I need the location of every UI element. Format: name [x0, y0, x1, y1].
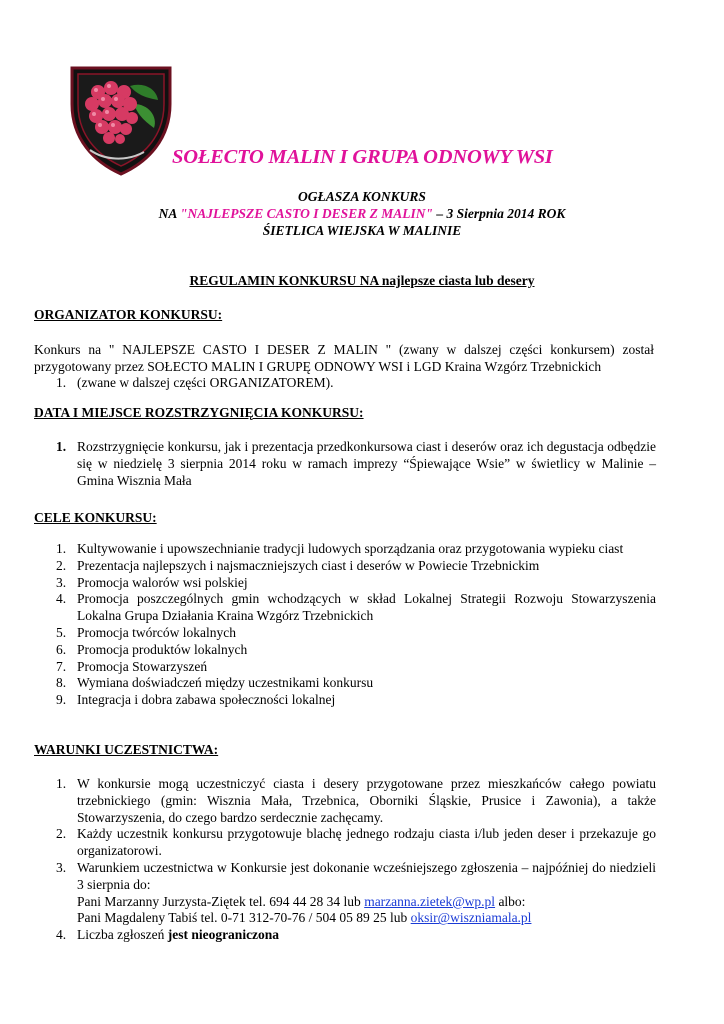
announce-line: OGŁASZA KONKURS: [298, 189, 426, 204]
date-place-heading: DATA I MIEJSCE ROZSTRZYGNIĘCIA KONKURSU:: [34, 405, 364, 420]
list-number: 3.: [56, 574, 67, 590]
contest-prefix: NA: [158, 206, 181, 221]
list-number: 5.: [56, 624, 67, 640]
contest-line: [0, 206, 724, 222]
contact-1-text: Pani Marzanny Jurzysta-Ziętek tel. 694 44 28 34 lub: [77, 893, 365, 909]
main-title: SOŁECTO MALIN I GRUPA ODNOWY WSI: [172, 146, 553, 168]
list-item: [34, 439, 656, 489]
contact-2-email-link[interactable]: oksir@wiszniamala.pl: [410, 910, 532, 926]
list-number: 4.: [56, 927, 67, 943]
list-item: [34, 575, 656, 592]
list-item: [34, 642, 656, 659]
list-text: Każdy uczestnik konkursu przygotowuje blachę jednego rodzaju ciasta i/lub jeden deser i przekazuje go organizatorowi.: [77, 826, 656, 859]
list-item: [34, 541, 656, 558]
list-number: 2.: [56, 557, 67, 573]
venue-line: ŚIETLICA WIEJSKA W MALINIE: [262, 223, 462, 238]
date-place-list: [34, 439, 656, 489]
list-item: [34, 375, 656, 392]
list-number: 8.: [56, 675, 67, 691]
regulations-title: REGULAMIN KONKURSU NA najlepsze ciasta lub desery: [189, 273, 535, 288]
list-text: Promocja walorów wsi polskiej: [77, 574, 248, 590]
list-number: 1.: [56, 375, 67, 390]
list-text-bold: jest nieograniczona: [167, 927, 280, 943]
list-text: W konkursie mogą uczestniczyć ciasta i desery przygotowane przez mieszkańców całego powiatu trzebnickiego (gmin: Wisznia Mała, Trzebnica, Oborniki Śląskie, Prusice i Zawonia), a także Stowarzyszenia, do czego bardzo serdecznie zachęcamy.: [77, 776, 656, 825]
list-item: [34, 659, 656, 676]
list-text: Prezentacja najlepszych i najsmaczniejszych ciast i deserów w Powiecie Trzebnickim: [77, 557, 540, 573]
goals-list: [34, 541, 656, 709]
list-item: [34, 860, 656, 927]
list-number: 3.: [56, 859, 67, 875]
list-text: (zwane w dalszej części ORGANIZATOREM).: [77, 375, 334, 390]
list-number: 1.: [56, 439, 67, 454]
list-number: 2.: [56, 826, 67, 842]
list-number: 9.: [56, 692, 67, 708]
list-item: [34, 826, 656, 860]
contest-date: – 3 Sierpnia 2014 ROK: [432, 206, 566, 221]
list-item: [34, 927, 656, 944]
conditions-list: [34, 776, 656, 944]
list-number: 7.: [56, 658, 67, 674]
list-item: [34, 776, 656, 826]
organizer-heading: ORGANIZATOR KONKURSU:: [34, 307, 223, 322]
list-text: Promocja poszczególnych gmin wchodzących w skład Lokalnej Strategii Rozwoju Stowarzyszenia Lokalna Grupa Działania Kraina Wzgórz Trzebnickich: [77, 591, 656, 624]
goals-heading: CELE KONKURSU:: [34, 510, 157, 525]
list-text: Wymiana doświadczeń między uczestnikami konkursu: [77, 675, 374, 691]
list-text: Warunkiem uczestnictwa w Konkursie jest dokonanie wcześniejszego zgłoszenia – najpóźniej do niedzieli 3 sierpnia do:: [77, 859, 656, 892]
list-item: [34, 692, 656, 709]
contact-1-email-link[interactable]: marzanna.zietek@wp.pl: [364, 893, 496, 909]
list-item: [34, 591, 656, 625]
list-text: Promocja Stowarzyszeń: [77, 658, 208, 674]
contact-2-text: Pani Magdaleny Tabiś tel. 0-71 312-70-76 / 504 05 89 25 lub: [77, 910, 411, 926]
list-item: [34, 675, 656, 692]
list-text: Integracja i dobra zabawa społeczności lokalnej: [77, 692, 336, 708]
contest-name: "NAJLEPSZE CASTO I DESER Z MALIN": [180, 206, 433, 221]
list-text: Kultywowanie i upowszechnianie tradycji ludowych sporządzania oraz przygotowania wypieku ciast: [77, 541, 624, 556]
list-text: Promocja produktów lokalnych: [77, 641, 248, 657]
list-text: Rozstrzygnięcie konkursu, jak i prezentacja przedkonkursowa ciast i deserów oraz ich degustacja odbędzie się w niedzielę 3 sierpnia 2014 roku w ramach imprezy “Śpiewające Wsie” w świetlicy w Malinie – Gmina Wisznia Mała: [77, 439, 656, 488]
raspberry-shield-logo: [68, 64, 174, 176]
list-number: 1.: [56, 541, 67, 556]
list-item: [34, 625, 656, 642]
list-text: Liczba zgłoszeń: [77, 927, 168, 943]
list-item: [34, 558, 656, 575]
list-number: 4.: [56, 591, 67, 607]
list-number: 6.: [56, 641, 67, 657]
organizer-list: [34, 375, 656, 392]
list-number: 1.: [56, 776, 67, 791]
conditions-heading: WARUNKI UCZESTNICTWA:: [34, 742, 219, 757]
contact-1-suffix: albo:: [495, 893, 526, 909]
list-text: Promocja twórców lokalnych: [77, 624, 236, 640]
organizer-text: Konkurs na " NAJLEPSZE CASTO I DESER Z MALIN " (zwany w dalszej części konkursem) został przygotowany przez SOŁECTO MALIN I GRUPĘ ODNOWY WSI i LGD Kraina Wzgórz Trzebnickich: [34, 342, 654, 374]
